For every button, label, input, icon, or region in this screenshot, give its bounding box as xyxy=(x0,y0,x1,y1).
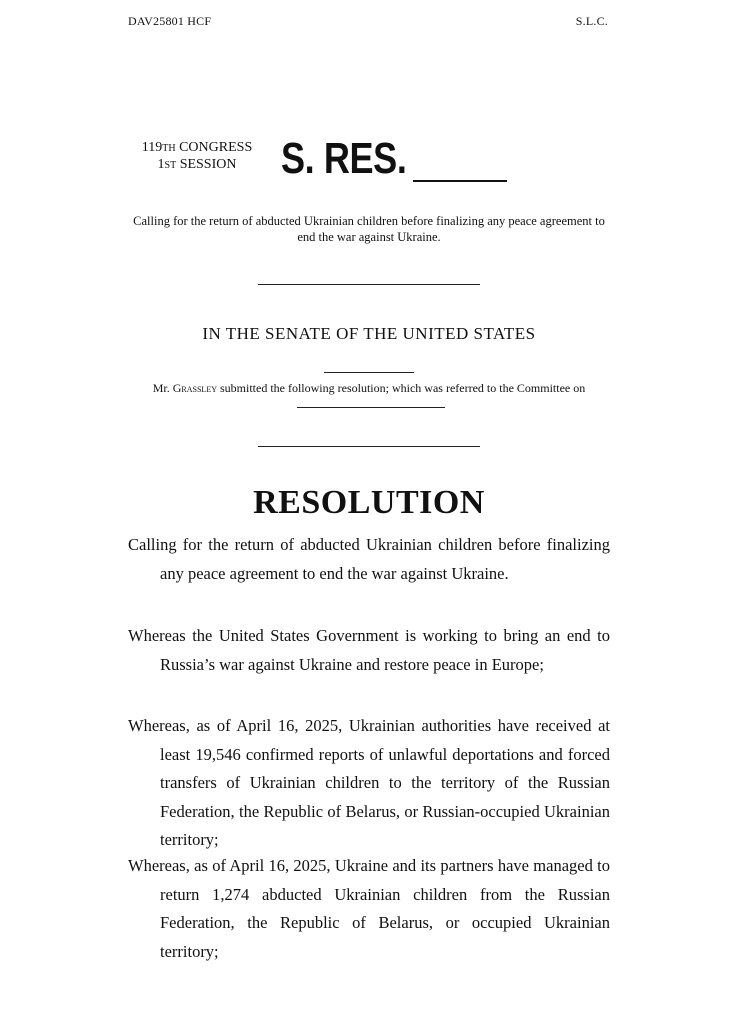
sponsor-name: Grassley xyxy=(172,381,217,395)
submission-prefix: Mr. xyxy=(152,381,173,395)
divider-rule xyxy=(258,446,480,447)
session-word: SESSION xyxy=(176,157,237,172)
divider-rule xyxy=(258,284,480,285)
document-type-heading: RESOLUTION xyxy=(253,484,485,521)
congress-session-block xyxy=(128,140,266,174)
committee-blank xyxy=(297,407,445,408)
whereas-clause: Whereas the United States Government is working to bring an end to Russia’s war against Ukraine and restore peace in Europe; xyxy=(128,626,610,674)
official-title: Calling for the return of abducted Ukrainian children before finalizing any peace agreement to end the war against Ukraine. xyxy=(128,535,610,583)
whereas-clause: Whereas, as of April 16, 2025, Ukrainian authorities have received at least 19,546 confirmed reports of unlawful deportations and forced transfers of Ukrainian children to the territory of the Russian Federation, the Republic of Belarus, or Russian-occupied Ukrainian territory; xyxy=(128,716,610,849)
submission-statement xyxy=(128,380,610,412)
session-number: 1 xyxy=(157,157,165,172)
congress-number: 119 xyxy=(141,140,163,155)
session-line xyxy=(128,157,266,174)
session-suffix: ST xyxy=(164,160,177,171)
document-id: DAV25801 HCF xyxy=(128,14,212,28)
measure-number-blank xyxy=(413,180,507,182)
congress-number-suffix: TH xyxy=(162,143,176,154)
chamber-heading: IN THE SENATE OF THE UNITED STATES xyxy=(202,324,536,343)
congress-word: CONGRESS xyxy=(175,140,253,155)
whereas-clause: Whereas, as of April 16, 2025, Ukraine and its partners have managed to return 1,274 abducted Ukrainian children from the Russian Federation, the Republic of Belarus, or occupied Ukrainian territory; xyxy=(128,856,610,961)
divider-rule-short xyxy=(324,372,414,373)
submission-text: submitted the following resolution; which was referred to the Committee on xyxy=(216,381,586,395)
congress-line xyxy=(128,140,266,157)
office-code: S.L.C. xyxy=(575,14,608,28)
measure-type: S. RES. xyxy=(281,134,407,183)
short-title: Calling for the return of abducted Ukrainian children before finalizing any peace agreement to end the war against Ukraine. xyxy=(133,214,605,244)
